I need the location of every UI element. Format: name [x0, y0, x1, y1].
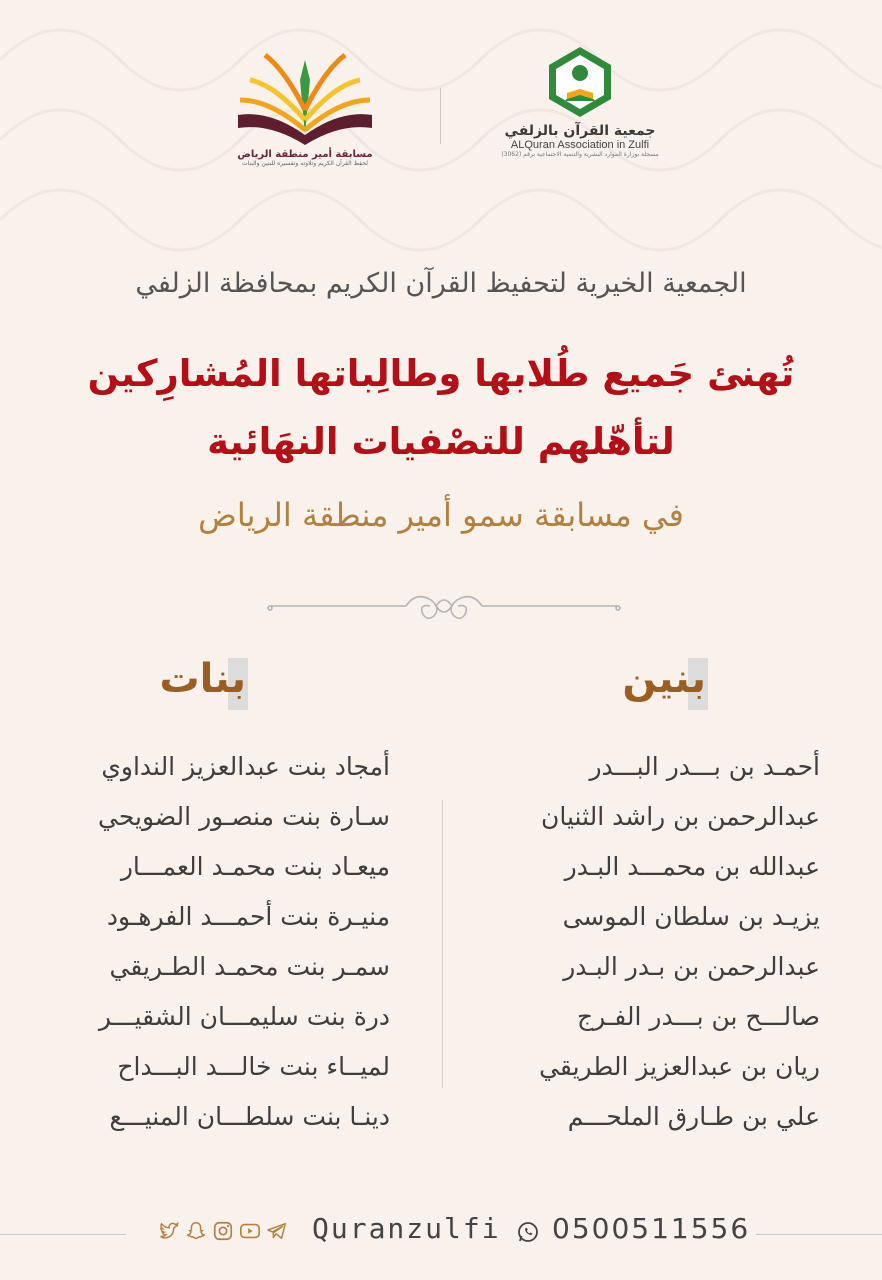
- association-name-english: ALQuran Association in Zulfi: [510, 139, 650, 151]
- riyadh-competition-logo: [225, 40, 385, 190]
- whatsapp-icon: [516, 1220, 540, 1244]
- intro-text: الجمعية الخيرية لتحفيظ القرآن الكريم بمحافظة الزلفي: [135, 268, 747, 299]
- riyadh-logo-title: مسابقة أمير منطقة الرياض: [237, 149, 373, 160]
- association-registration: مسجلة بوزارة الموارد البشرية والتنمية الاجتماعية برقم (3062): [501, 151, 659, 158]
- list-item: درة بنت سليمـــان الشقيـــر: [98, 1002, 390, 1031]
- logo-divider: [440, 88, 441, 144]
- list-item: يزيـد بن سلطان الموسى: [562, 902, 820, 931]
- footer: [0, 1210, 882, 1256]
- list-item: عبدالرحمن بن راشد الثنيان: [541, 802, 820, 831]
- headline: [0, 340, 882, 476]
- instagram-icon[interactable]: [212, 1220, 234, 1242]
- list-item: سمـر بنت محمـد الطـريقي: [109, 952, 390, 981]
- association-name-arabic: جمعية القرآن بالزلفي: [504, 123, 656, 139]
- open-book-icon: [230, 40, 380, 145]
- riyadh-logo-subtitle: لحفظ القرآن الكريم وتلاوته وتفسيره للبنين والبنات: [241, 160, 369, 167]
- boys-title-text: بنين: [622, 656, 706, 702]
- youtube-icon[interactable]: [239, 1220, 261, 1242]
- snapchat-icon[interactable]: [185, 1220, 207, 1242]
- boys-title: [622, 656, 706, 702]
- subtitle: في مسابقة سمو أمير منطقة الرياض: [198, 496, 684, 534]
- list-item: أمجاد بنت عبدالعزيز النداوي: [101, 752, 390, 781]
- list-item: ميعـاد بنت محمـد العمـــار: [120, 852, 390, 881]
- twitter-icon[interactable]: [158, 1220, 180, 1242]
- headline-line-1: تُهنئ جَميع طُلابها وطالِباتها المُشارِكين: [87, 352, 795, 395]
- list-item: عبدالله بن محمـــد البـدر: [564, 852, 820, 881]
- list-item: أحمـد بن بـــدر البـــدر: [589, 752, 820, 781]
- girls-title: [159, 656, 246, 702]
- boys-list: [460, 742, 820, 1142]
- social-handle[interactable]: Quranzulfi: [312, 1212, 501, 1245]
- list-item: علي بن طـارق الملحـــم: [567, 1102, 820, 1131]
- divider-ornament: [266, 586, 622, 626]
- list-item: صالـــح بن بـــدر الفـرج: [577, 1002, 820, 1031]
- telegram-icon[interactable]: [266, 1220, 288, 1242]
- phone-number[interactable]: 0500511556: [552, 1212, 751, 1245]
- girls-title-text: بنات: [159, 656, 246, 702]
- list-item: منيـرة بنت أحمـــد الفرهـود: [106, 902, 390, 931]
- headline-line-2: لتأهّلهم للتصْفيات النهَائية: [207, 420, 675, 463]
- list-item: سـارة بنت منصـور الضويحي: [98, 802, 390, 831]
- association-emblem-icon: [545, 45, 615, 119]
- column-divider: [442, 800, 443, 1088]
- list-item: دينـا بنت سلطـــان المنيـــع: [109, 1102, 390, 1131]
- footer-line-right: [756, 1234, 882, 1235]
- quran-association-logo: [500, 45, 660, 185]
- social-icons: [158, 1220, 293, 1246]
- list-item: ريان بن عبدالعزيز الطريقي: [539, 1052, 820, 1081]
- footer-line-left: [0, 1234, 126, 1235]
- list-item: عبدالرحمن بن بـدر البـدر: [563, 952, 820, 981]
- header-logos: [0, 40, 882, 200]
- list-item: لميــاء بنت خالـــد البـــداح: [117, 1052, 390, 1081]
- girls-list: [30, 742, 390, 1142]
